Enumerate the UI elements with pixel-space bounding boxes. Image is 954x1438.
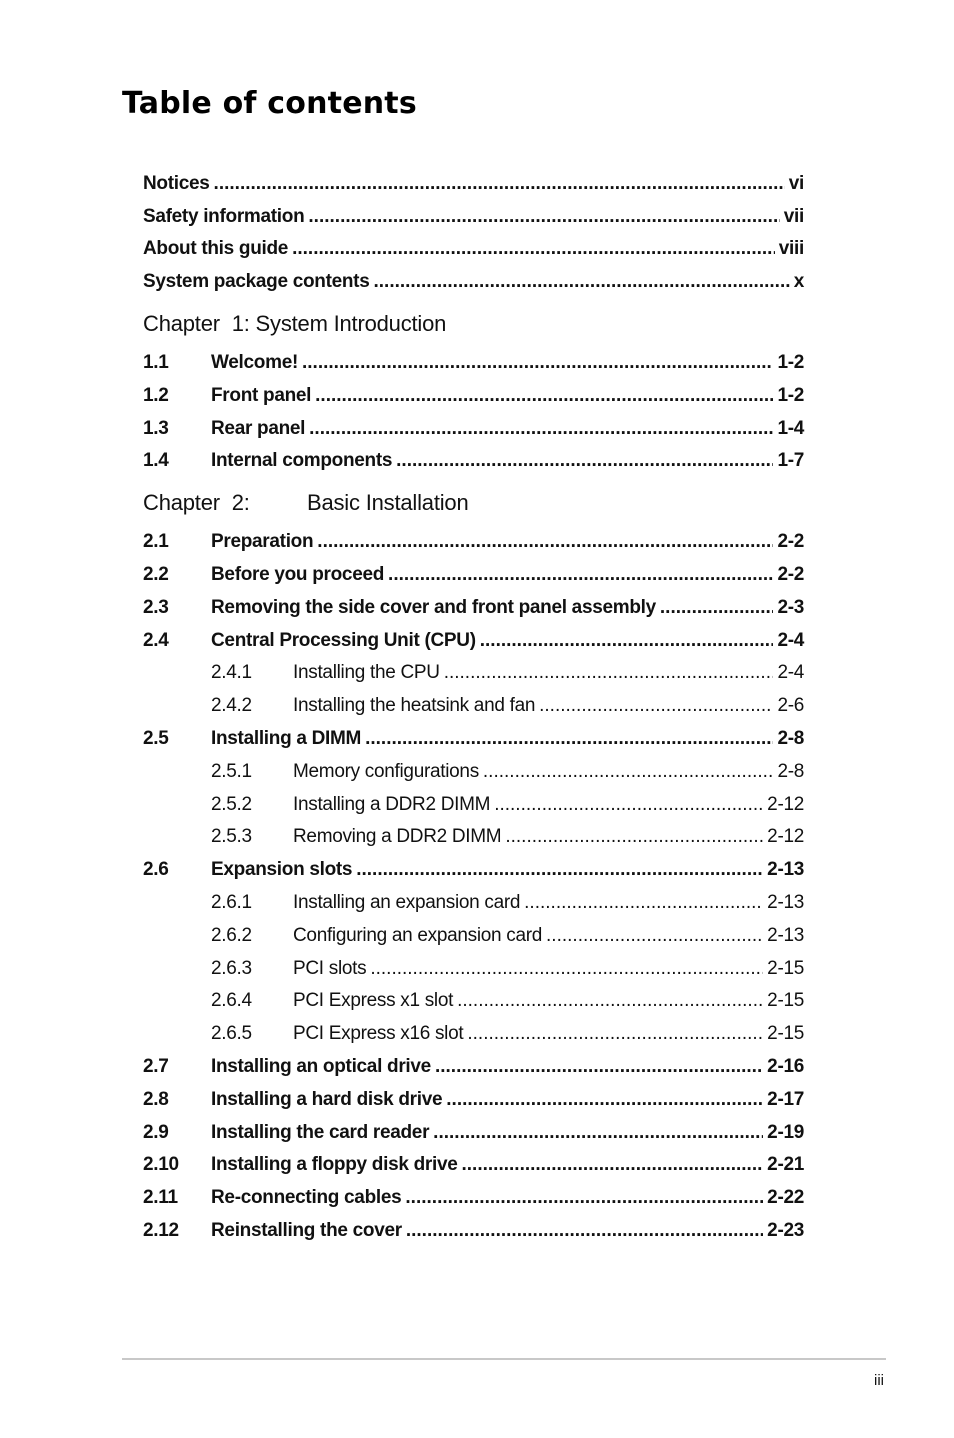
- toc-entry-number: 1.3: [143, 417, 169, 439]
- toc-entry-page: 2-4: [777, 629, 804, 651]
- toc-entry-number: 2.10: [143, 1154, 179, 1176]
- toc-entry-page: 2-8: [777, 727, 804, 749]
- toc-entry-about-this-guide[interactable]: [143, 228, 804, 261]
- toc-entry-2-4[interactable]: [143, 619, 804, 652]
- toc-entry-number: 2.12: [143, 1219, 179, 1241]
- toc-entry-2-8[interactable]: [143, 1078, 804, 1111]
- dot-leader: [462, 1154, 764, 1176]
- footer-divider: [122, 1358, 886, 1360]
- toc-entry-label: System package contents: [143, 271, 370, 293]
- toc-entry-page: 2-15: [767, 957, 804, 979]
- toc-entry-page: 2-13: [767, 859, 804, 881]
- dot-leader: [317, 531, 773, 553]
- toc-entry-1-3[interactable]: [143, 407, 804, 440]
- toc-entry-1-1[interactable]: [143, 341, 804, 374]
- toc-entry-system-package-contents[interactable]: [143, 260, 804, 293]
- dot-leader: [292, 238, 775, 260]
- toc-entry-2-12[interactable]: [143, 1209, 804, 1242]
- toc-entry-label: Reinstalling the cover: [211, 1219, 402, 1241]
- dot-leader: [539, 695, 773, 717]
- toc-entry-2-6-4[interactable]: [143, 980, 804, 1013]
- toc-entry-number: 2.4.1: [211, 662, 252, 684]
- dot-leader: [370, 958, 763, 980]
- dot-leader: [356, 859, 763, 881]
- dot-leader: [433, 1122, 763, 1144]
- toc-entry-number: 2.5.3: [211, 826, 252, 848]
- toc-entry-label: Installing a floppy disk drive: [211, 1154, 458, 1176]
- toc-entry-page: 2-3: [777, 596, 804, 618]
- toc-entry-label: Front panel: [211, 384, 312, 406]
- toc-entry-number: 2.7: [143, 1055, 169, 1077]
- toc-entry-number: 1.2: [143, 384, 169, 406]
- toc-entry-page: 2-4: [777, 662, 804, 684]
- toc-entry-page: 2-15: [767, 1023, 804, 1045]
- toc-entry-label: Installing the card reader: [211, 1121, 430, 1143]
- toc-entry-number: 2.1: [143, 531, 169, 553]
- toc-entry-label: Removing the side cover and front panel assembly: [211, 596, 656, 618]
- toc-entry-label: Expansion slots: [211, 859, 353, 881]
- toc-entry-page: 2-6: [777, 695, 804, 717]
- dot-leader: [405, 1187, 763, 1209]
- toc-entry-label: Rear panel: [211, 417, 306, 439]
- toc-entry-label: Installing an optical drive: [211, 1055, 431, 1077]
- toc-entry-1-4[interactable]: [143, 440, 804, 473]
- toc-entry-page: 2-19: [767, 1121, 804, 1143]
- dot-leader: [309, 418, 773, 440]
- toc-entry-2-5-3[interactable]: [143, 816, 804, 849]
- dot-leader: [373, 271, 789, 293]
- toc-entry-number: 2.11: [143, 1187, 178, 1209]
- dot-leader: [457, 990, 763, 1012]
- dot-leader: [302, 352, 773, 374]
- toc-entry-label: Central Processing Unit (CPU): [211, 629, 476, 651]
- toc-entry-2-3[interactable]: [143, 586, 804, 619]
- toc-entry-page: 2-17: [767, 1088, 804, 1110]
- toc-entry-page: 2-8: [777, 760, 804, 782]
- toc-entry-label: Installing the heatsink and fan: [293, 695, 536, 717]
- toc-entry-page: 2-2: [777, 563, 804, 585]
- toc-entry-label: Welcome!: [211, 351, 298, 373]
- toc-entry-notices[interactable]: [143, 162, 804, 195]
- toc-entry-2-4-1[interactable]: [143, 652, 804, 685]
- toc-entry-2-5-2[interactable]: [143, 783, 804, 816]
- toc-entry-2-4-2[interactable]: [143, 684, 804, 717]
- dot-leader: [494, 794, 763, 816]
- dot-leader: [660, 597, 774, 619]
- toc-entry-2-5-1[interactable]: [143, 750, 804, 783]
- toc-entry-page: 2-21: [767, 1154, 804, 1176]
- toc-entry-page: x: [793, 271, 804, 293]
- toc-entry-label: Memory configurations: [293, 760, 479, 782]
- toc-entry-page: 1-2: [777, 351, 804, 373]
- toc-entry-page: viii: [778, 238, 804, 260]
- toc-entry-number: 2.6: [143, 859, 169, 881]
- toc-entry-page: 2-12: [767, 826, 804, 848]
- toc-entry-2-5[interactable]: [143, 717, 804, 750]
- toc-entry-label: Removing a DDR2 DIMM: [293, 826, 502, 848]
- dot-leader: [365, 728, 773, 750]
- toc-entry-2-7[interactable]: [143, 1045, 804, 1078]
- toc-entry-page: 1-2: [777, 384, 804, 406]
- toc-entry-2-10[interactable]: [143, 1144, 804, 1177]
- toc-entry-page: vii: [783, 205, 804, 227]
- toc-entry-page: 1-4: [777, 417, 804, 439]
- toc-entry-page: 2-12: [767, 793, 804, 815]
- toc-entry-label: PCI Express x1 slot: [293, 990, 454, 1012]
- toc-entry-label: Preparation: [211, 531, 314, 553]
- chapter-heading-text: Chapter 1: System Introduction: [143, 311, 447, 337]
- dot-leader: [480, 630, 774, 652]
- dot-leader: [446, 1089, 763, 1111]
- toc-entry-2-6[interactable]: [143, 848, 804, 881]
- toc-entry-number: 2.2: [143, 563, 169, 585]
- toc-entry-number: 2.6.3: [211, 957, 252, 979]
- dot-leader: [483, 761, 774, 783]
- toc-entry-label: Installing a hard disk drive: [211, 1088, 443, 1110]
- toc-entry-number: 2.6.5: [211, 1023, 252, 1045]
- toc-entry-number: 2.4: [143, 629, 169, 651]
- dot-leader: [546, 925, 763, 947]
- toc-entry-number: 1.1: [143, 351, 169, 373]
- page-title: Table of contents: [122, 86, 417, 121]
- toc-entry-2-6-3[interactable]: [143, 947, 804, 980]
- toc-entry-number: 2.5.2: [211, 793, 252, 815]
- toc-entry-2-6-2[interactable]: [143, 914, 804, 947]
- chapter-heading-title: Basic Installation: [307, 490, 469, 516]
- toc-entry-number: 2.6.1: [211, 891, 252, 913]
- toc-entry-label: About this guide: [143, 238, 289, 260]
- dot-leader: [524, 892, 763, 914]
- toc-entry-2-6-5[interactable]: [143, 1012, 804, 1045]
- toc-entry-2-6-1[interactable]: [143, 881, 804, 914]
- toc-entry-1-2[interactable]: [143, 374, 804, 407]
- toc-entry-label: PCI slots: [293, 957, 367, 979]
- toc-entry-number: 2.4.2: [211, 695, 252, 717]
- toc-entry-number: 2.8: [143, 1088, 169, 1110]
- dot-leader: [435, 1056, 763, 1078]
- toc-entry-number: 2.5: [143, 727, 169, 749]
- toc-entry-number: 2.6.2: [211, 924, 252, 946]
- footer-page-number: iii: [874, 1372, 884, 1389]
- toc-entry-2-2[interactable]: [143, 553, 804, 586]
- dot-leader: [388, 564, 773, 586]
- toc-entry-2-9[interactable]: [143, 1111, 804, 1144]
- chapter-1-heading: [143, 293, 804, 341]
- toc-entry-label: PCI Express x16 slot: [293, 1023, 464, 1045]
- toc-entry-page: 2-16: [767, 1055, 804, 1077]
- toc-entry-label: Safety information: [143, 205, 305, 227]
- toc-entry-label: Installing a DIMM: [211, 727, 362, 749]
- chapter-2-heading: [143, 472, 804, 520]
- dot-leader: [396, 450, 773, 472]
- toc-entry-label: Installing an expansion card: [293, 891, 521, 913]
- table-of-contents: [143, 162, 804, 1242]
- toc-entry-label: Internal components: [211, 450, 393, 472]
- toc-entry-label: Before you proceed: [211, 563, 385, 585]
- dot-leader: [315, 385, 773, 407]
- toc-entry-page: 2-23: [767, 1219, 804, 1241]
- toc-entry-page: 2-22: [767, 1187, 804, 1209]
- toc-entry-page: vi: [788, 172, 804, 194]
- toc-entry-safety-information[interactable]: [143, 195, 804, 228]
- toc-entry-page: 1-7: [777, 450, 804, 472]
- dot-leader: [214, 173, 785, 195]
- toc-entry-page: 2-15: [767, 990, 804, 1012]
- chapter-heading-prefix: Chapter 2:: [143, 490, 250, 516]
- toc-entry-page: 2-2: [777, 531, 804, 553]
- dot-leader: [505, 826, 763, 848]
- dot-leader: [406, 1220, 763, 1242]
- toc-entry-label: Notices: [143, 172, 210, 194]
- toc-entry-number: 1.4: [143, 450, 169, 472]
- toc-entry-label: Re-connecting cables: [211, 1187, 402, 1209]
- toc-entry-label: Configuring an expansion card: [293, 924, 543, 946]
- toc-entry-label: Installing the CPU: [293, 662, 440, 684]
- dot-leader: [467, 1023, 763, 1045]
- toc-entry-number: 2.3: [143, 596, 169, 618]
- toc-entry-number: 2.5.1: [211, 760, 252, 782]
- dot-leader: [444, 662, 774, 684]
- toc-entry-2-11[interactable]: [143, 1176, 804, 1209]
- dot-leader: [308, 206, 779, 228]
- toc-entry-label: Installing a DDR2 DIMM: [293, 793, 491, 815]
- toc-entry-page: 2-13: [767, 924, 804, 946]
- toc-entry-number: 2.9: [143, 1121, 169, 1143]
- toc-entry-page: 2-13: [767, 891, 804, 913]
- toc-entry-2-1[interactable]: [143, 520, 804, 553]
- toc-entry-number: 2.6.4: [211, 990, 252, 1012]
